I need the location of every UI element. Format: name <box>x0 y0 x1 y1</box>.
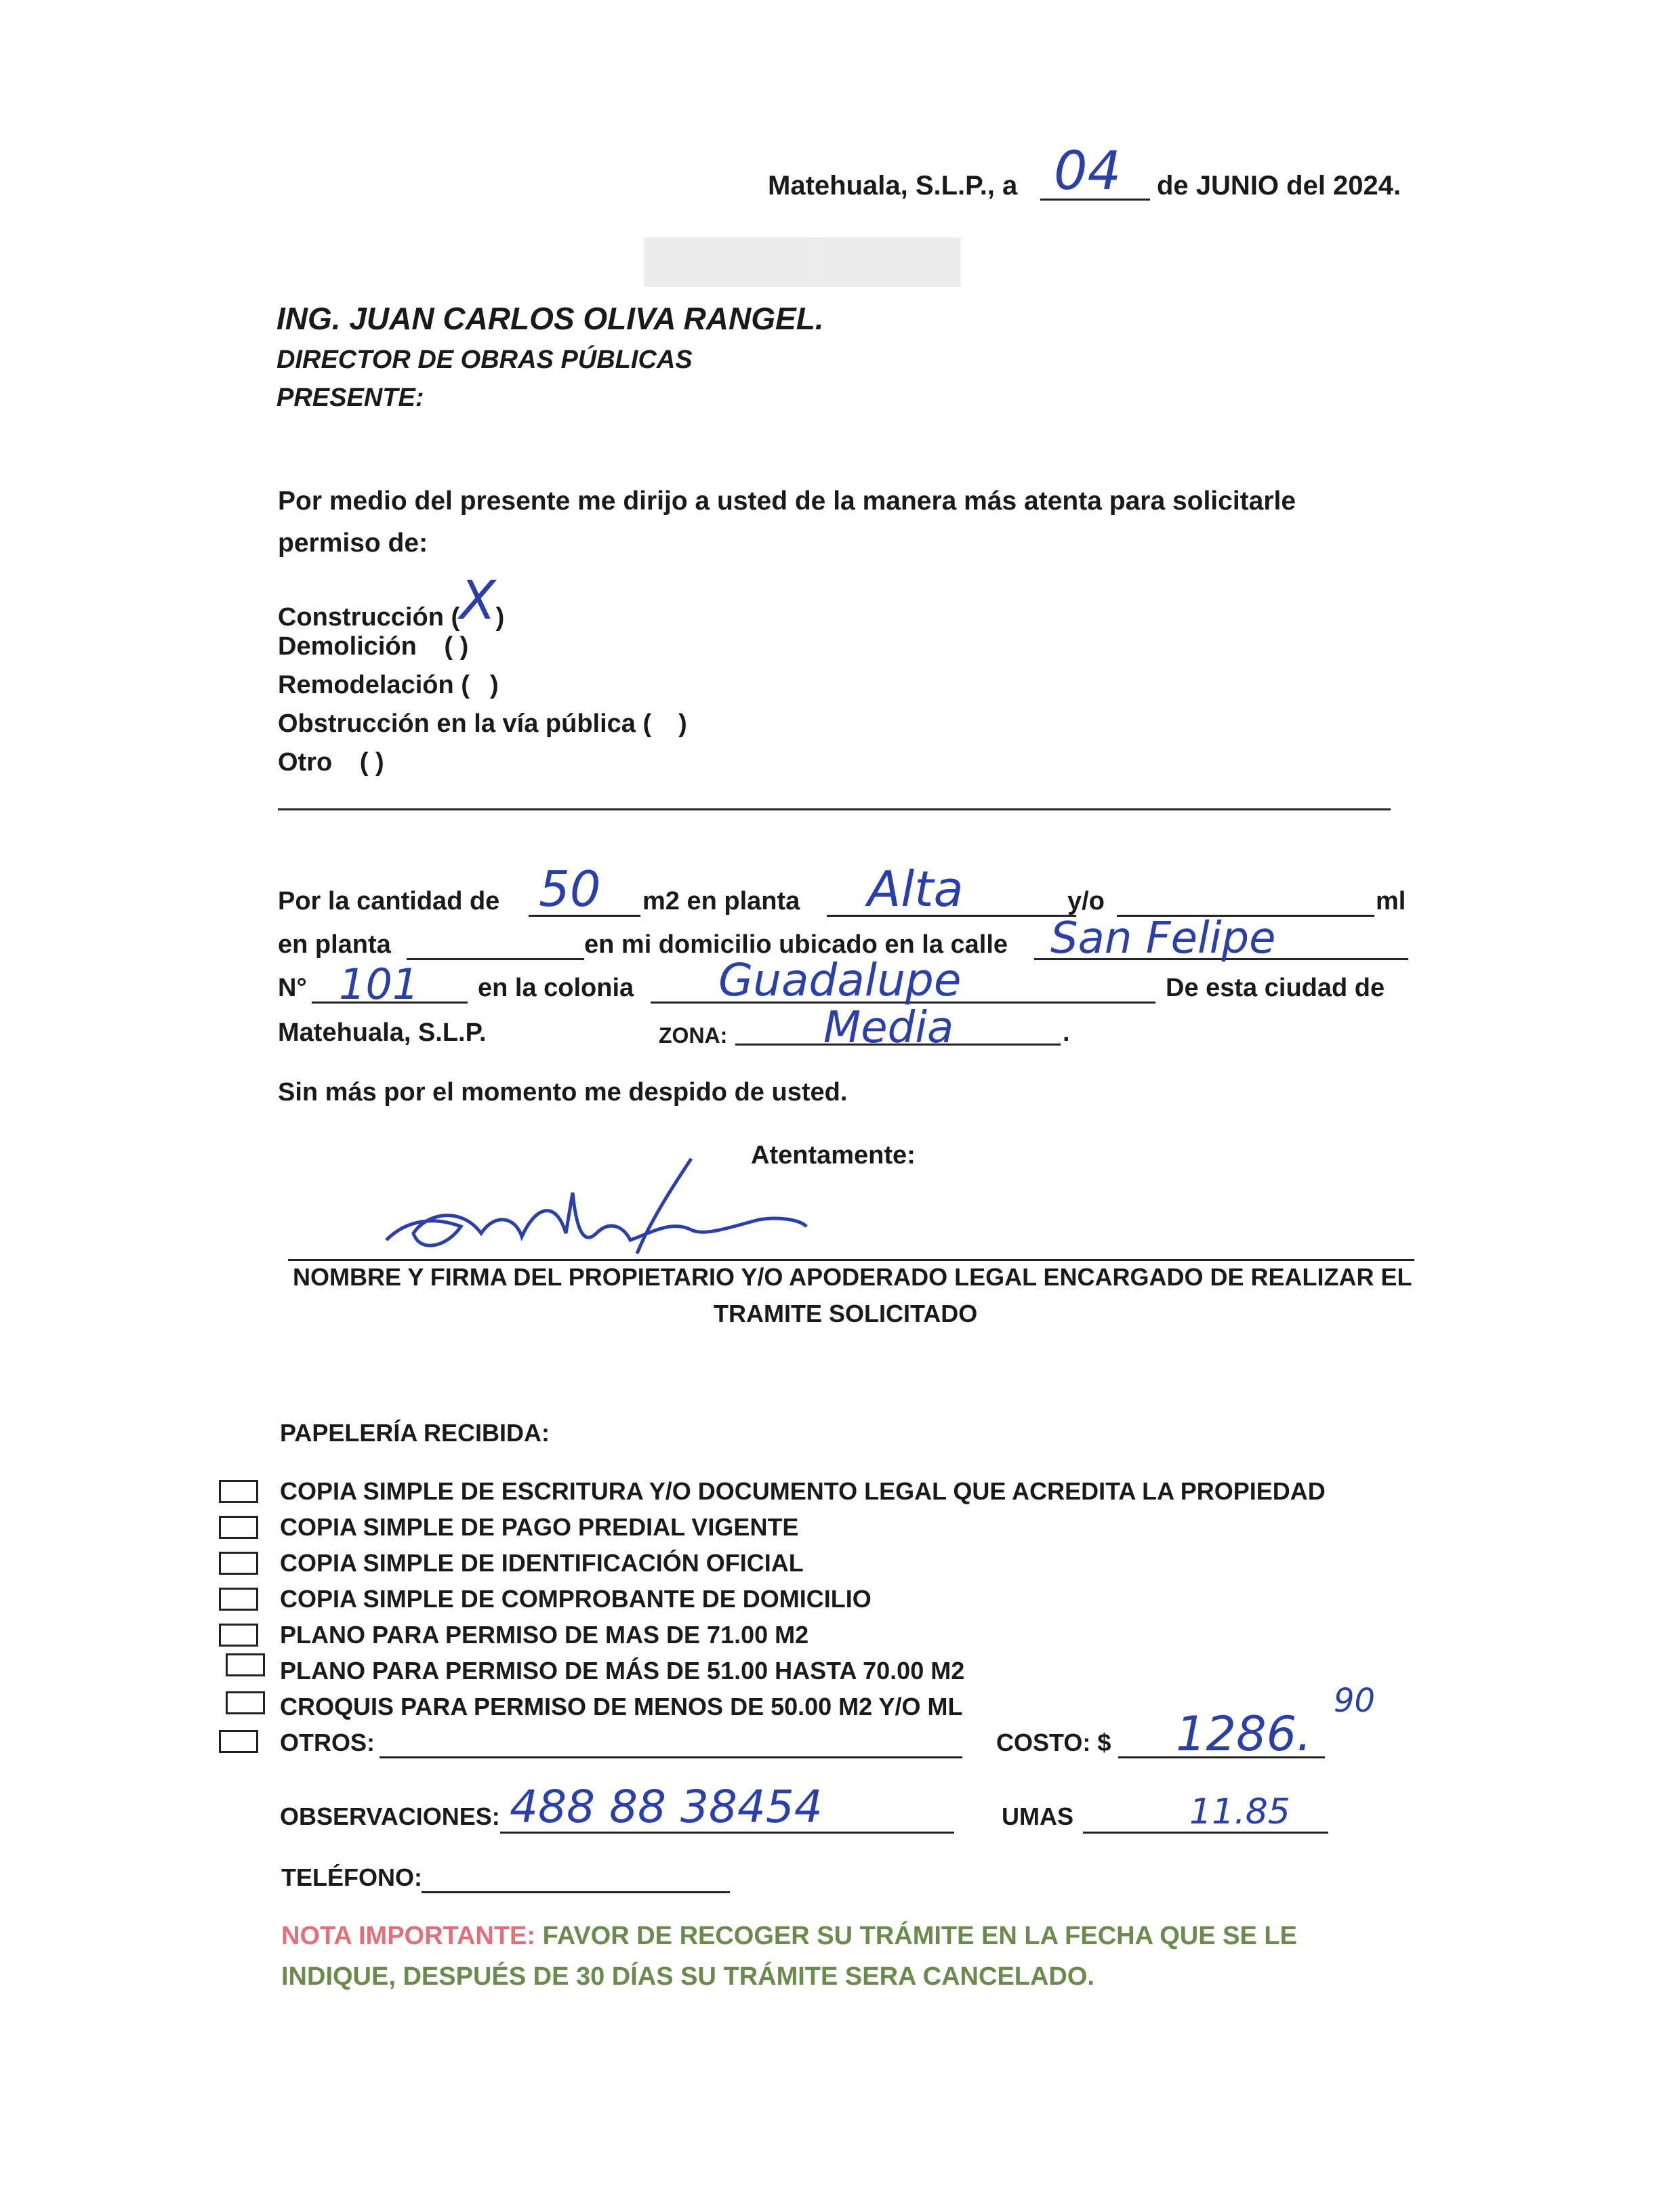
papeleria-title: PAPELERÍA RECIBIDA: <box>280 1419 550 1447</box>
zona-label: ZONA: <box>659 1023 728 1048</box>
otro-underline <box>278 808 1391 810</box>
costo-cents: 90 <box>1334 1682 1376 1720</box>
atentamente: Atentamente: <box>751 1141 916 1170</box>
checkbox-identificacion[interactable] <box>219 1552 258 1575</box>
cantidad-label: Por la cantidad de <box>278 887 500 915</box>
en-planta-underline <box>407 958 584 960</box>
colonia-value: Guadalupe <box>718 954 962 1006</box>
papeleria-item-identificacion: COPIA SIMPLE DE IDENTIFICACIÓN OFICIAL <box>280 1549 804 1577</box>
intro-line-1: Por medio del presente me dirijo a usted de la manera más atenta para solicitarle <box>278 487 1296 516</box>
nota-line-2: INDIQUE, DESPUÉS DE 30 DÍAS SU TRÁMITE SERA CANCELADO. <box>281 1962 1094 1991</box>
ciudad-label: De esta ciudad de <box>1166 974 1385 1002</box>
checkbox-comprobante[interactable] <box>219 1588 258 1611</box>
permit-construccion-mark: X <box>459 571 496 632</box>
observaciones-value: 488 88 38454 <box>510 1781 823 1833</box>
permit-construccion-close: ) <box>495 603 505 632</box>
domicilio-label: en mi domicilio ubicado en la calle <box>584 930 1008 959</box>
bleed-through-shadow: ███████████ <box>644 238 961 283</box>
permit-construccion[interactable] <box>278 571 505 632</box>
addressee-name: ING. JUAN CARLOS OLIVA RANGEL. <box>276 301 824 336</box>
permit-remodelacion[interactable] <box>278 670 499 700</box>
papeleria-item-escritura: COPIA SIMPLE DE ESCRITURA Y/O DOCUMENTO LEGAL QUE ACREDITA LA PROPIEDAD <box>280 1477 1326 1505</box>
checkbox-plano-51[interactable] <box>226 1653 265 1676</box>
permit-otro-box: ( ) <box>359 748 384 777</box>
zona-end: . <box>1063 1018 1070 1047</box>
papeleria-item-plano-71: PLANO PARA PERMISO DE MAS DE 71.00 M2 <box>280 1621 809 1649</box>
nota-label: NOTA IMPORTANTE: <box>281 1922 536 1950</box>
date-suffix: de JUNIO del 2024. <box>1157 171 1401 201</box>
checkbox-plano-71[interactable] <box>219 1624 258 1647</box>
date-prefix: Matehuala, S.L.P., a <box>768 171 1018 201</box>
zona-value: Media <box>823 1003 954 1053</box>
permit-construccion-label: Construcción ( <box>278 603 460 632</box>
m2-label: m2 en planta <box>642 887 800 915</box>
addressee-presente: PRESENTE: <box>276 384 424 412</box>
permit-remodelacion-label: Remodelación ( <box>278 671 470 699</box>
papeleria-item-predial: COPIA SIMPLE DE PAGO PREDIAL VIGENTE <box>280 1513 799 1541</box>
permit-obstruccion-close: ) <box>678 709 687 738</box>
firma-label-1: NOMBRE Y FIRMA DEL PROPIETARIO Y/O APODERADO LEGAL ENCARGADO DE REALIZAR EL <box>293 1263 1412 1291</box>
planta-value: Alta <box>867 861 964 917</box>
ciudad-value: Matehuala, S.L.P. <box>278 1018 487 1047</box>
papeleria-item-otros: OTROS: <box>280 1729 375 1756</box>
costo-value: 1286. <box>1176 1706 1312 1762</box>
checkbox-otros[interactable] <box>219 1730 258 1753</box>
numero-value: 101 <box>339 959 419 1009</box>
permit-demolicion-label: Demolición <box>278 632 417 661</box>
telefono-underline <box>422 1891 730 1893</box>
ml-label: ml <box>1376 887 1406 915</box>
umas-label: UMAS <box>1002 1802 1073 1830</box>
permit-obstruccion-label: Obstrucción en la vía pública ( <box>278 709 652 738</box>
checkbox-croquis[interactable] <box>226 1691 265 1714</box>
intro-line-2: permiso de: <box>278 529 428 558</box>
papeleria-item-comprobante: COPIA SIMPLE DE COMPROBANTE DE DOMICILIO <box>280 1585 872 1613</box>
observaciones-label: OBSERVACIONES: <box>280 1802 500 1830</box>
nota-line-1 <box>281 1922 1297 1951</box>
addressee-title: DIRECTOR DE OBRAS PÚBLICAS <box>276 346 693 374</box>
papeleria-item-croquis: CROQUIS PARA PERMISO DE MENOS DE 50.00 M2 Y/O ML <box>280 1693 963 1720</box>
permit-remodelacion-close: ) <box>489 671 499 699</box>
permit-otro-label: Otro <box>278 748 333 777</box>
permit-otro[interactable] <box>278 747 384 777</box>
numero-label: N° <box>278 974 307 1002</box>
checkbox-escritura[interactable] <box>219 1480 258 1503</box>
telefono-label: TELÉFONO: <box>281 1863 422 1891</box>
despedida: Sin más por el momento me despido de usted. <box>278 1078 848 1107</box>
firma-label-2: TRAMITE SOLICITADO <box>714 1300 978 1327</box>
nota-text-1: FAVOR DE RECOGER SU TRÁMITE EN LA FECHA QUE SE LE <box>535 1922 1297 1950</box>
permit-demolicion-box: ( ) <box>444 632 469 661</box>
papeleria-item-plano-51: PLANO PARA PERMISO DE MÁS DE 51.00 HASTA 70.00 M2 <box>280 1657 965 1685</box>
checkbox-predial[interactable] <box>219 1516 258 1539</box>
umas-value: 11.85 <box>1189 1792 1290 1832</box>
en-planta-label: en planta <box>278 930 391 959</box>
permit-obstruccion[interactable] <box>278 709 687 739</box>
costo-label: COSTO: $ <box>996 1729 1111 1756</box>
calle-value: San Felipe <box>1050 913 1276 964</box>
otros-underline <box>380 1756 962 1758</box>
cantidad-value: 50 <box>539 861 601 917</box>
signature-line <box>288 1259 1414 1261</box>
signature-graphic <box>380 1152 813 1281</box>
day-value: 04 <box>1054 141 1122 202</box>
yo-label: y/o <box>1067 887 1105 915</box>
colonia-label: en la colonia <box>478 974 634 1002</box>
permit-demolicion[interactable] <box>278 632 468 661</box>
